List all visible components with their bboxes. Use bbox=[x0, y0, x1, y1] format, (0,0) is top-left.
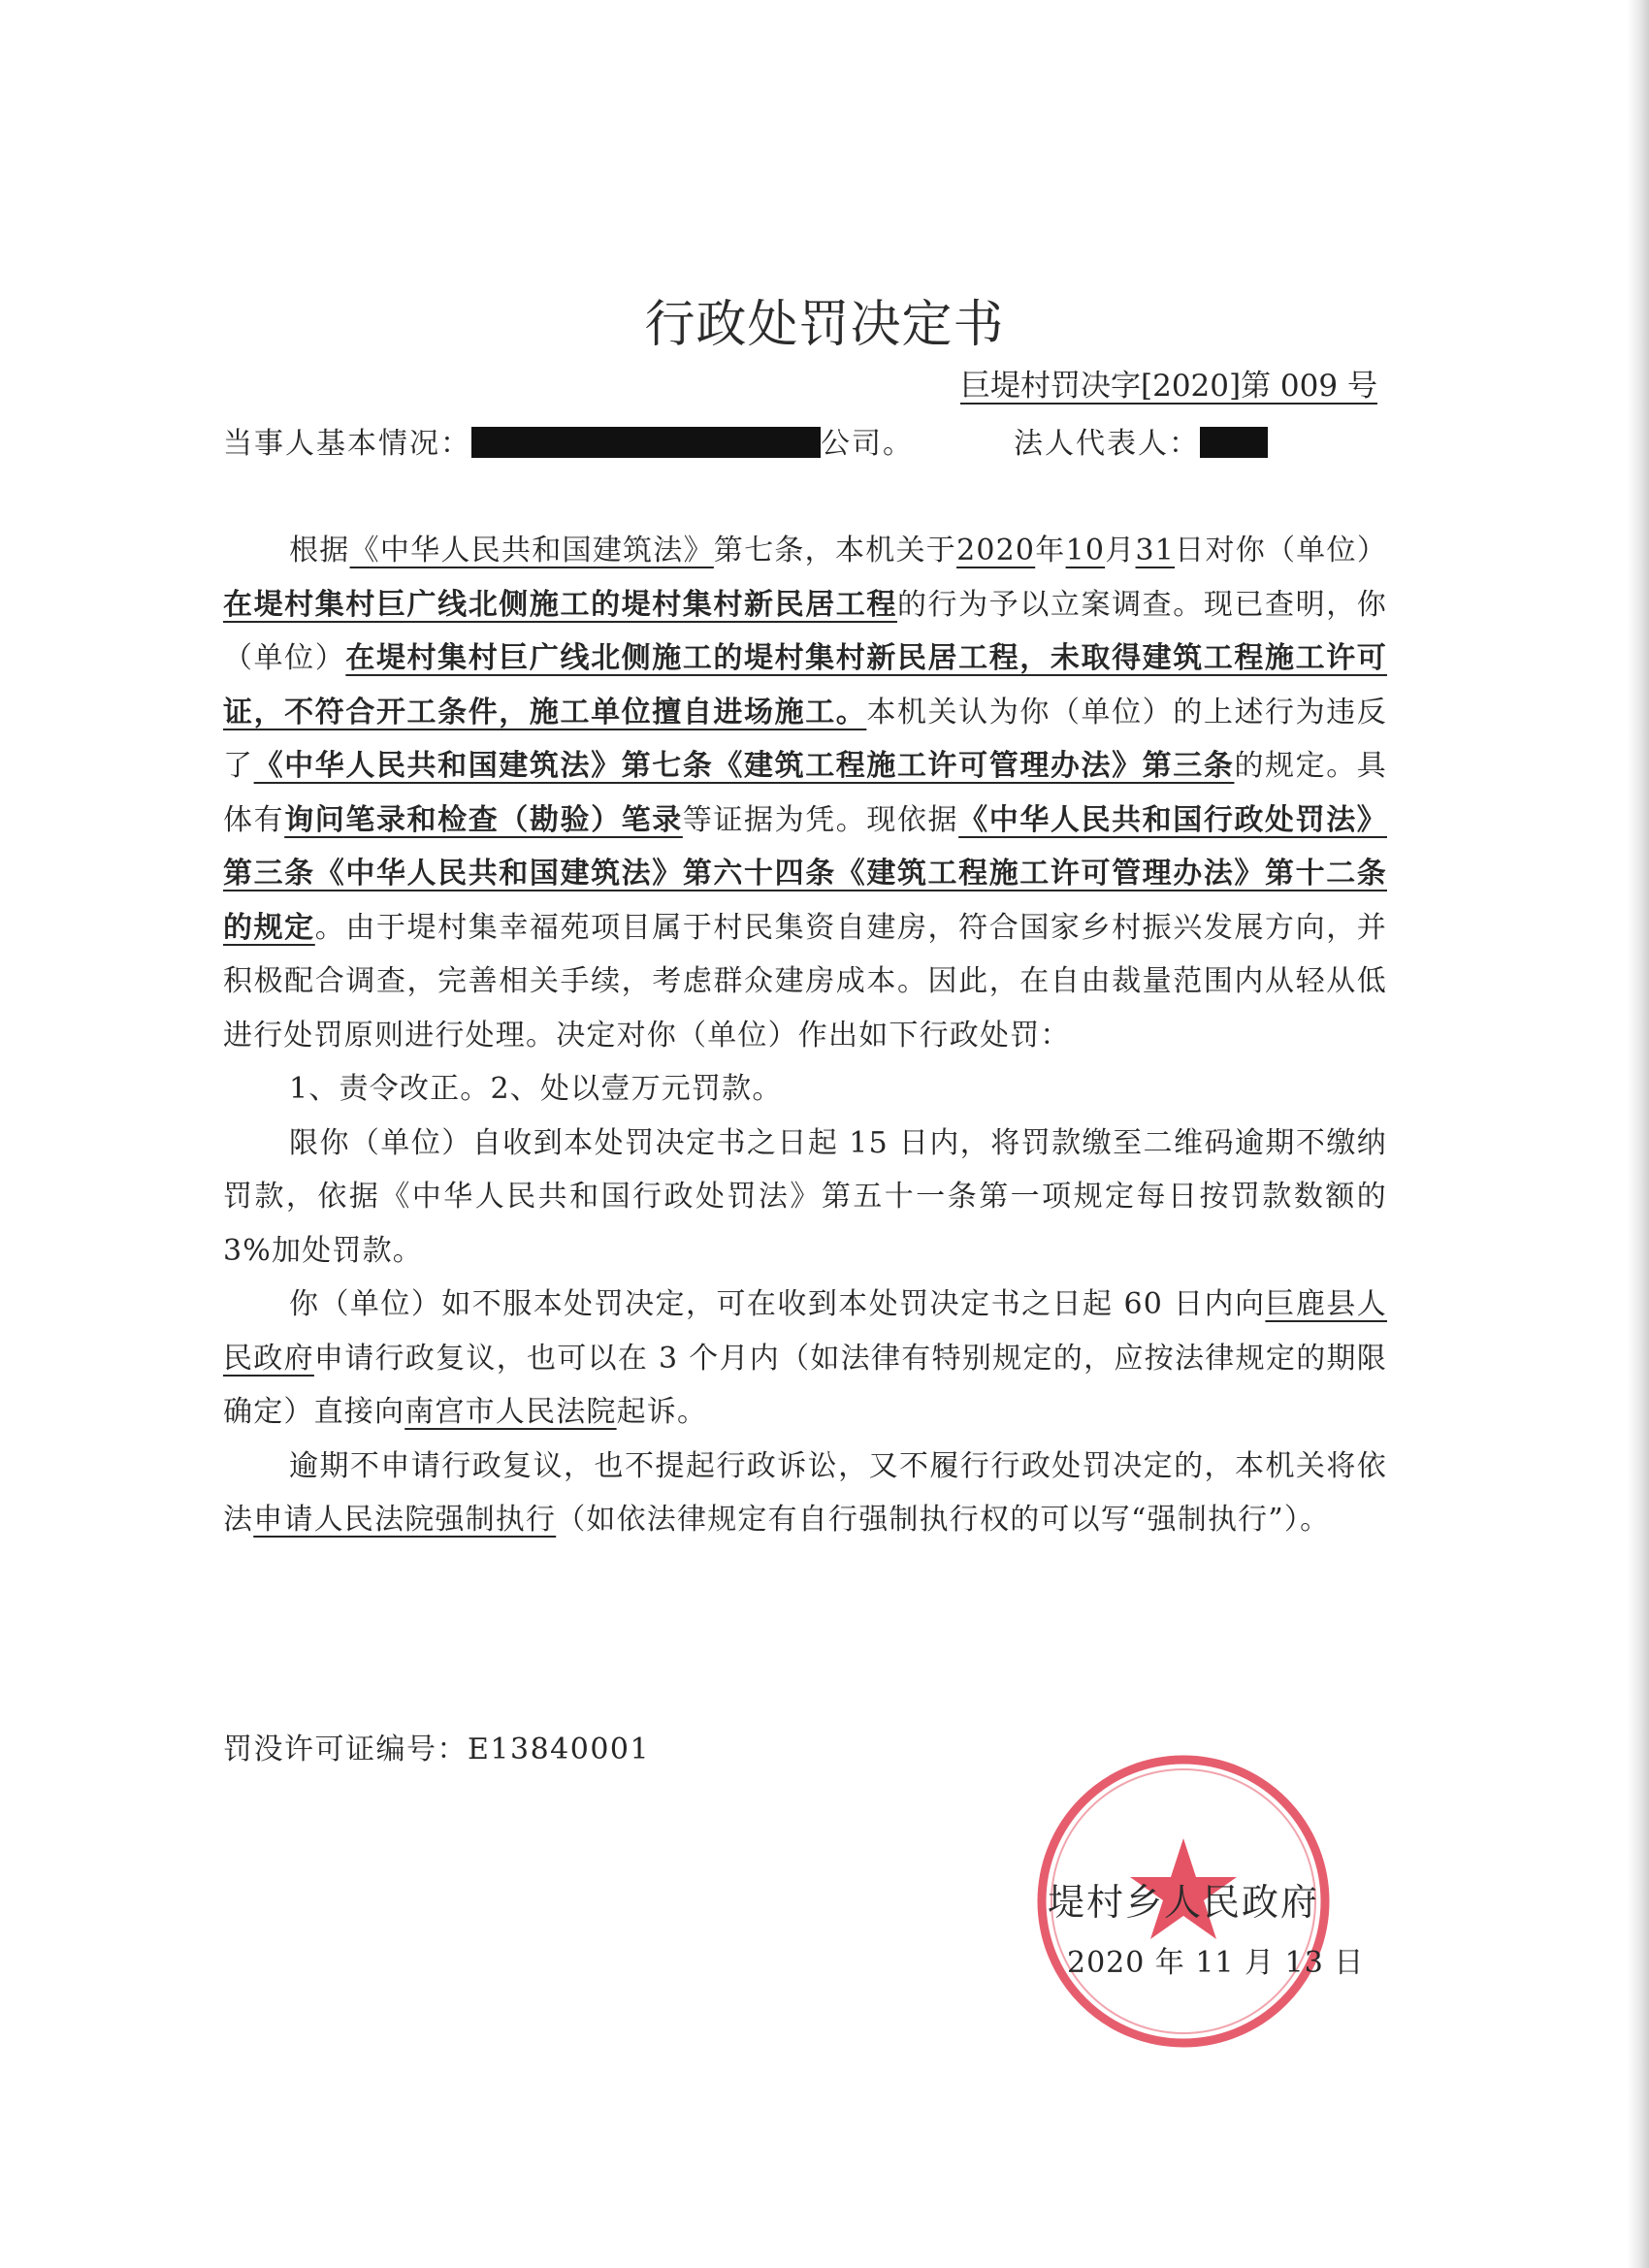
violated-rules-field: 《中华人民共和国建筑法》第七条《建筑工程施工许可管理办法》第三条 bbox=[253, 749, 1235, 783]
evidence-field: 询问笔录和检查（勘验）笔录 bbox=[284, 802, 683, 837]
issue-date: 2020 年 11 月 13 日 bbox=[1067, 1946, 1365, 1980]
redacted-company-name bbox=[471, 427, 821, 458]
body-text bbox=[223, 524, 1387, 1547]
document-number: 巨堤村罚决字[2020]第 009 号 bbox=[960, 369, 1377, 404]
year-field: 2020 bbox=[956, 534, 1036, 567]
paragraph-facts: 根据《中华人民共和国建筑法》第七条，本机关于2020年10月31日对你（单位）在堤村集村巨广线北侧施工的堤村集村新民居工程的行为予以立案调查。现已查明，你（单位）在堤村集村巨广线北侧施工的堤村集村新民居工程，未取得建筑工程施工许可证，不符合开工条件，施工单位擅自进场施工。本机关认为你（单位）的上述行为违反了《中华人民共和国建筑法》第七条《建筑工程施工许可管理办法》第三条的规定。具体有询问笔录和检查（勘验）笔录等证据为凭。现依据《中华人民共和国行政处罚法》第三条《中华人民共和国建筑法》第六十四条《建筑工程施工许可管理办法》第十二条的规定。由于堤村集幸福苑项目属于村民集资自建房，符合国家乡村振兴发展方向，并积极配合调查，完善相关手续，考虑群众建房成本。因此，在自由裁量范围内从轻从低进行处罚原则进行处理。决定对你（单位）作出如下行政处罚： bbox=[223, 534, 1388, 1053]
party-info bbox=[223, 419, 1397, 462]
penalty-items: 1、责令改正。2、处以壹万元罚款。 bbox=[289, 1072, 783, 1106]
company-suffix: 公司。 bbox=[821, 427, 914, 461]
law-reference: 《中华人民共和国建筑法》 bbox=[349, 534, 714, 567]
document-title: 行政处罚决定书 bbox=[644, 296, 1005, 354]
findings-field: 在堤村集村巨广线北侧施工的堤村集村新民居工程，未取得建筑工程施工许可证，不符合开工条件，施工单位擅自进场施工。 bbox=[223, 641, 1387, 729]
legal-basis-field: 《中华人民共和国行政处罚法》第三条《中华人民共和国建筑法》第六十四条《建筑工程施工许可管理办法》第十二条的规定 bbox=[223, 802, 1387, 945]
court-name: 南宫市人民法院 bbox=[404, 1395, 617, 1429]
enforcement-action: 申请人民法院强制执行 bbox=[253, 1503, 557, 1537]
permit-number: 罚没许可证编号：E13840001 bbox=[223, 1733, 651, 1766]
legal-rep-label: 法人代表人： bbox=[1014, 427, 1200, 461]
day-field: 31 bbox=[1135, 534, 1176, 567]
party-label: 当事人基本情况： bbox=[223, 427, 471, 461]
paragraph-payment: 限你（单位）自收到本处罚决定书之日起 15 日内，将罚款缴至二维码逾期不缴纳罚款，依据《中华人民共和国行政处罚法》第五十一条第一项规定每日按罚款数额的 3%加处罚款。 bbox=[223, 1125, 1387, 1268]
paragraph-appeal: 你（单位）如不服本处罚决定，可在收到本处罚决定书之日起 60 日内向巨鹿县人民政府申请行政复议，也可以在 3 个月内（如法律有特别规定的，应按法律规定的期限确定）直接向南宫市人民法院起诉。 bbox=[223, 1287, 1387, 1429]
project-field: 在堤村集村巨广线北侧施工的堤村集村新民居工程 bbox=[223, 587, 897, 622]
issuing-authority: 堤村乡人民政府 bbox=[1048, 1881, 1320, 1924]
paragraph-enforcement: 逾期不申请行政复议，也不提起行政诉讼，又不履行行政处罚决定的，本机关将依法申请人民法院强制执行（如依法律规定有自行强制执行权的可以写“强制执行”）。 bbox=[223, 1448, 1387, 1537]
redacted-legal-rep bbox=[1200, 427, 1268, 458]
month-field: 10 bbox=[1065, 534, 1106, 567]
review-authority: 巨鹿县人民政府 bbox=[223, 1287, 1387, 1376]
